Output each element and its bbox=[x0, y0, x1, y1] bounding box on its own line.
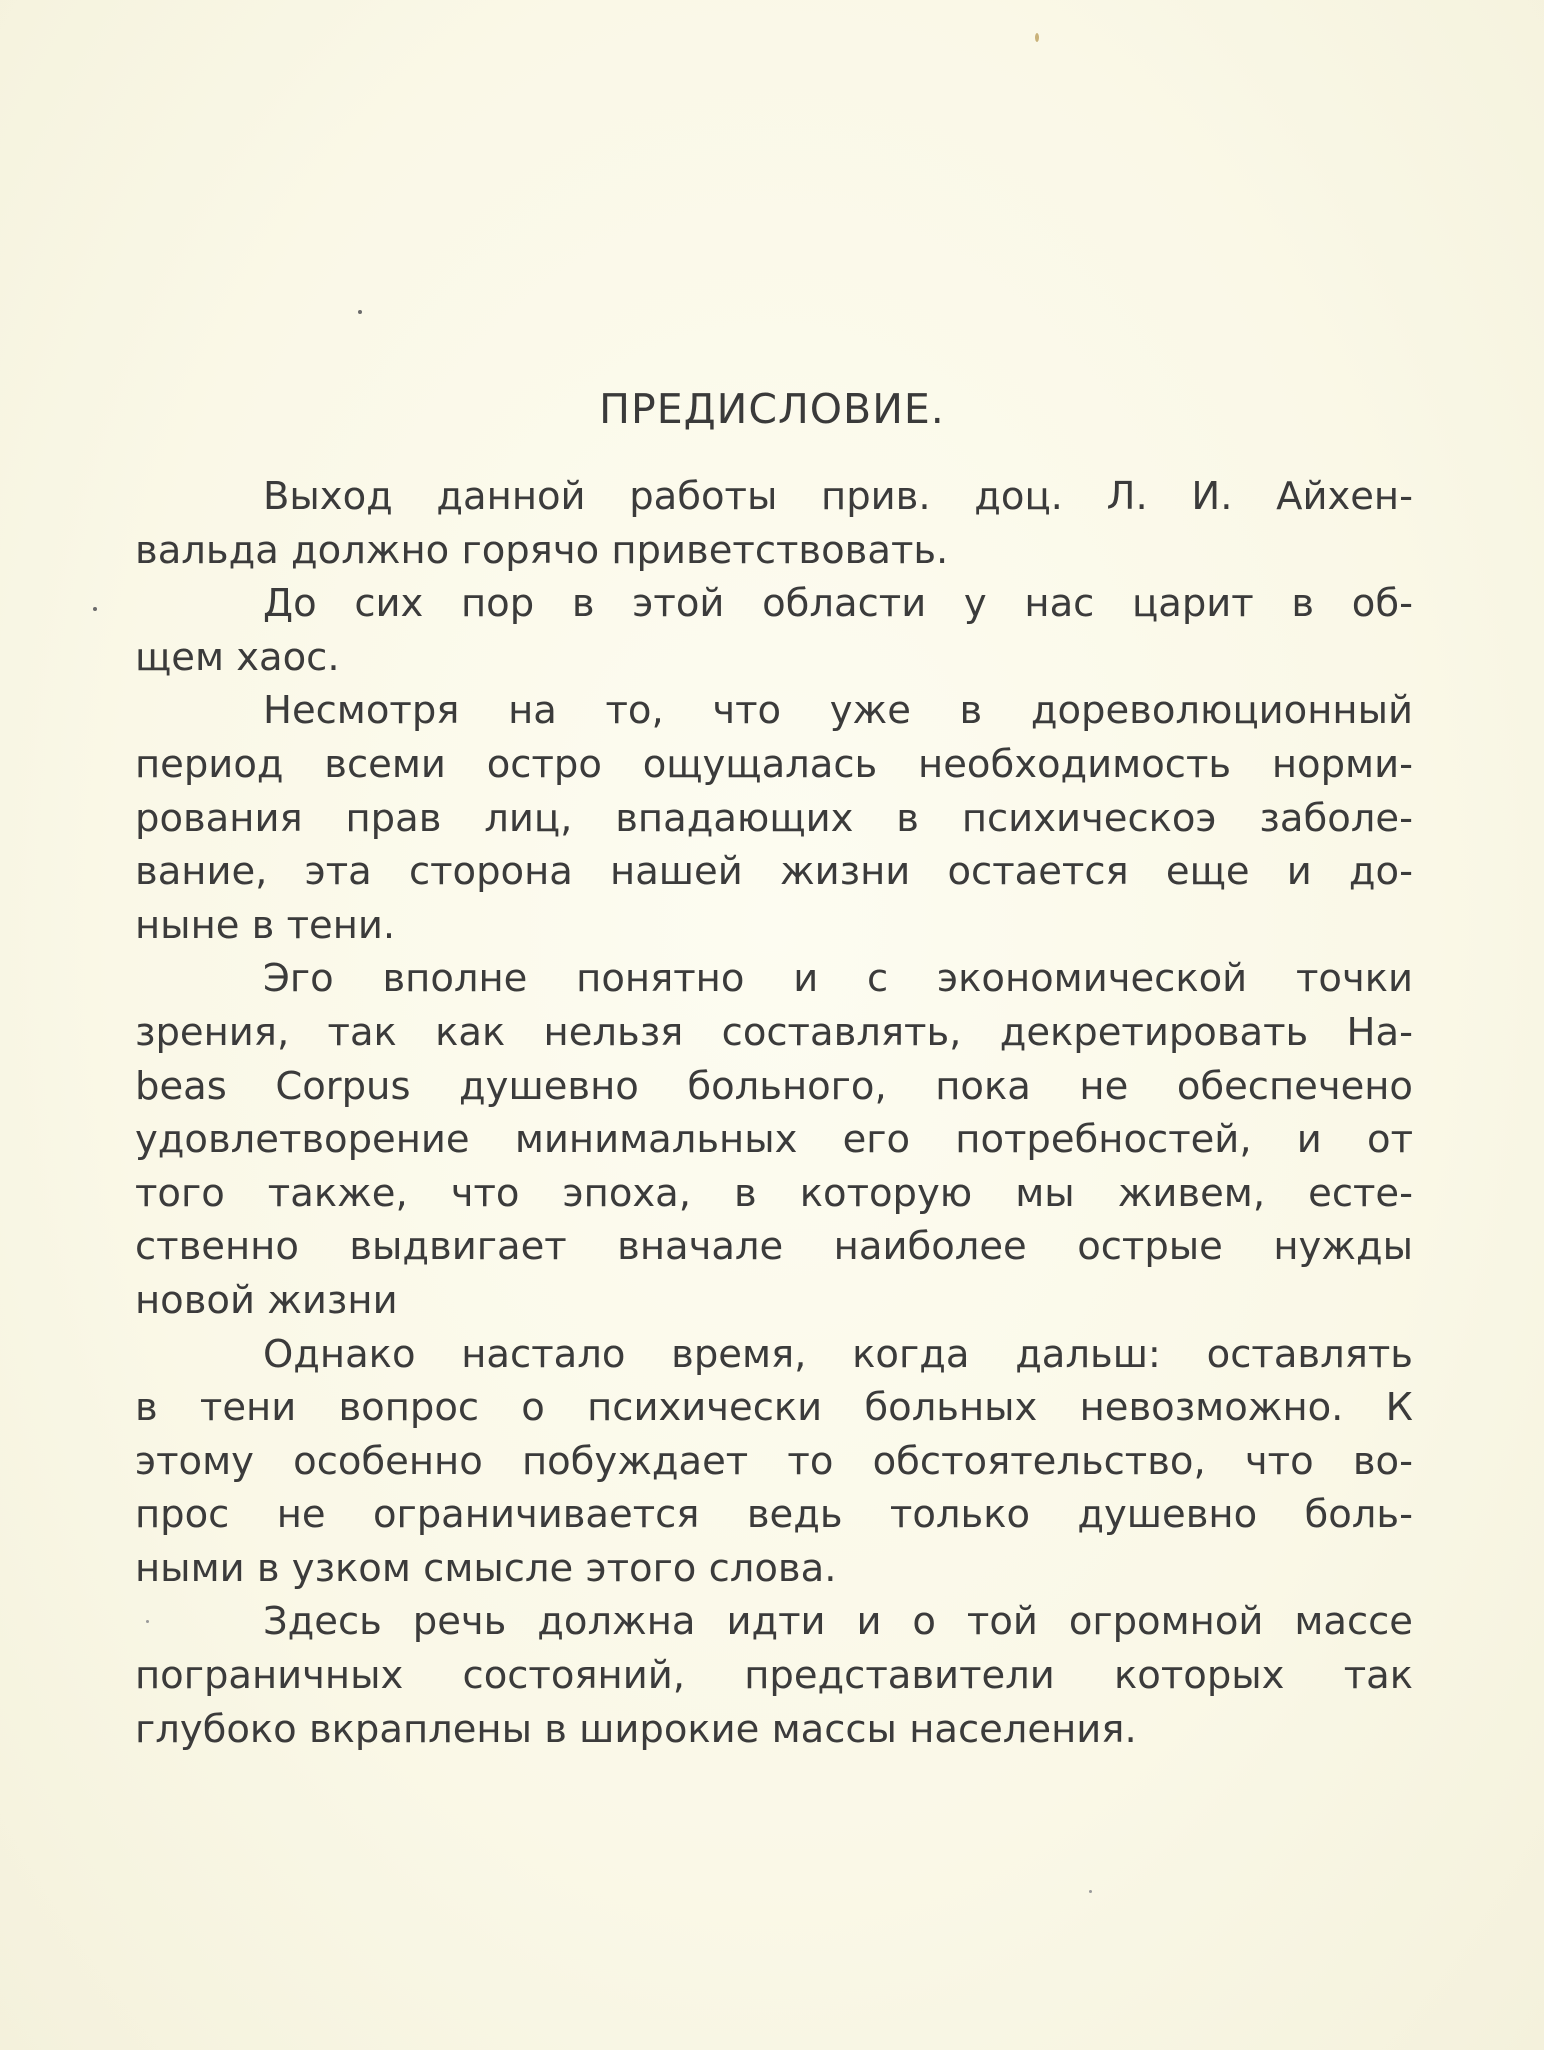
text-line: ныне в тени. bbox=[135, 902, 396, 948]
text-line: вание, эта сторона нашей жизни остается еще и до- bbox=[135, 849, 1413, 895]
text-line: удовлетворение минимальных его потребностей, и от bbox=[135, 1117, 1413, 1163]
text-line: глубоко вкраплены в широкие массы населения. bbox=[135, 1706, 1137, 1752]
text-line: Выход данной работы прив. доц. Л. И. Айхен- bbox=[263, 474, 1413, 519]
page-title: ПРЕДИСЛОВИЕ. bbox=[599, 385, 945, 433]
text-line: рования прав лиц, впадающих в психическоэ заболе- bbox=[135, 795, 1413, 841]
paper-speck bbox=[1089, 1890, 1092, 1893]
text-line: этому особенно побуждает то обстоятельство, что во- bbox=[135, 1438, 1413, 1484]
text-line: пограничных состояний, представители которых так bbox=[135, 1653, 1413, 1699]
paper-speck bbox=[358, 310, 362, 314]
text-line: прос не ограничивается ведь только душевно боль- bbox=[135, 1492, 1413, 1538]
text-line: период всеми остро ощущалась необходимость норми- bbox=[135, 741, 1413, 787]
paper-speck bbox=[93, 607, 97, 611]
text-line: щем хаос. bbox=[135, 634, 340, 680]
text-line: Эго вполне понятно и с экономической точки bbox=[263, 956, 1413, 1002]
text-line: ственно выдвигает вначале наиболее острые нужды bbox=[135, 1224, 1413, 1270]
text-line: в тени вопрос о психически больных невозможно. К bbox=[135, 1385, 1413, 1431]
text-line: того также, что эпоха, в которую мы живем, есте- bbox=[135, 1170, 1413, 1216]
text-line: зрения, так как нельзя составлять, декретировать На- bbox=[135, 1009, 1413, 1055]
text-line: Несмотря на то, что уже в дореволюционный bbox=[263, 688, 1413, 734]
paper-speck bbox=[1035, 33, 1039, 42]
text-line: beas Corpus душевно больного, пока не обеспечено bbox=[135, 1063, 1413, 1109]
text-line: Здесь речь должна идти и о той огромной массе bbox=[263, 1599, 1413, 1645]
text-line: ными в узком смысле этого слова. bbox=[135, 1545, 837, 1591]
text-line: Однако настало время, когда дальш: оставлять bbox=[263, 1331, 1413, 1377]
preface-body bbox=[135, 470, 1413, 1756]
text-line: До сих пор в этой области у нас царит в об- bbox=[263, 581, 1413, 627]
text-line: новой жизни bbox=[135, 1277, 398, 1323]
text-line: вальда должно горячо приветствовать. bbox=[135, 527, 949, 573]
